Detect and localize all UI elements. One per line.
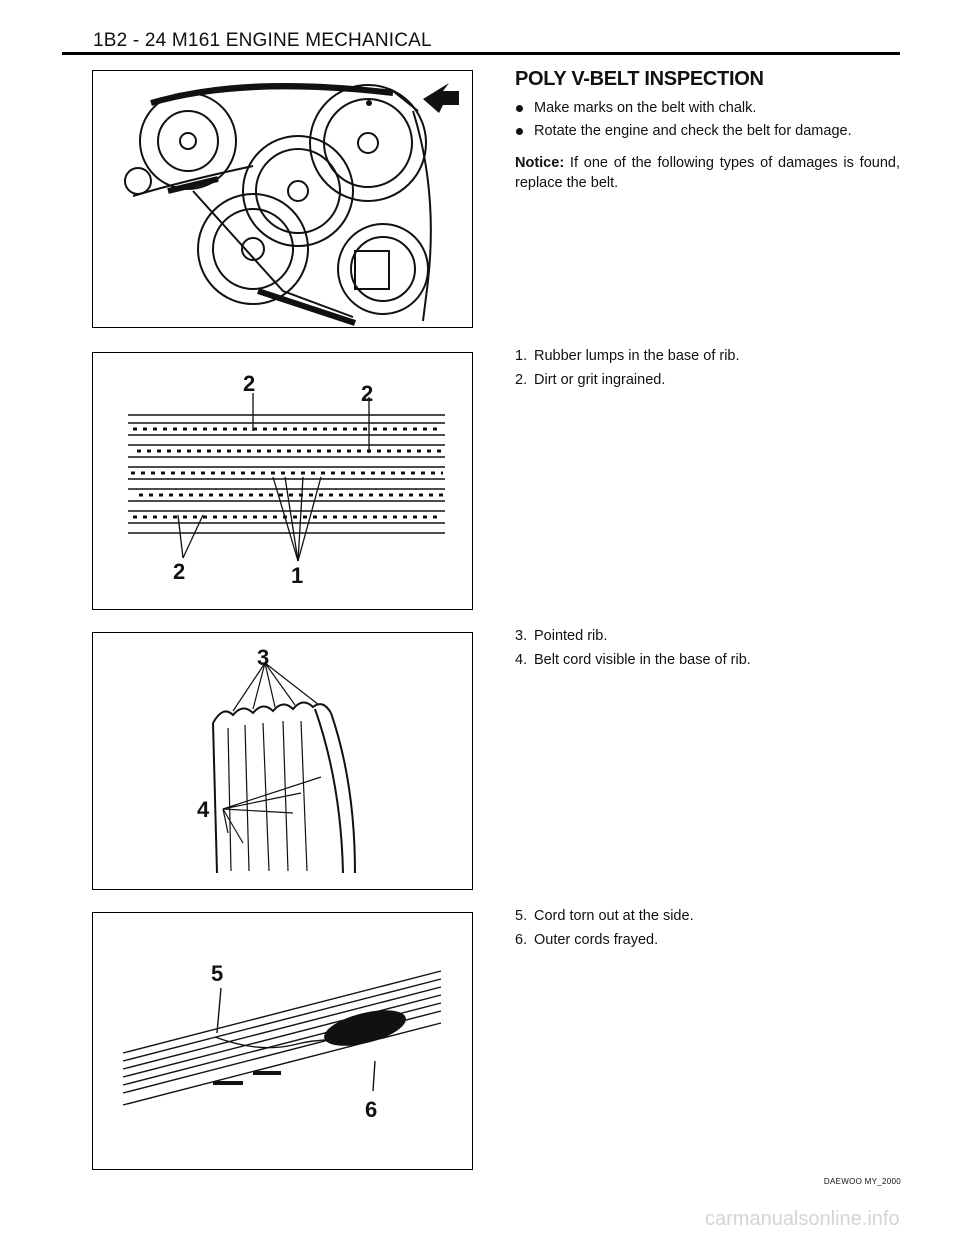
label-4: 4 [197,797,210,822]
notice-paragraph [515,153,900,193]
page-header: 1B2 - 24 M161 ENGINE MECHANICAL [93,30,432,51]
figure-torn-cord [92,912,473,1170]
list-item: 6. Outer cords frayed. [515,931,659,948]
list-item: 1. Rubber lumps in the base of rib. [515,348,740,364]
label-5: 5 [211,961,224,986]
section-title: POLY V-BELT INSPECTION [515,68,764,90]
belt-ribs-illustration [93,353,473,610]
bullet-item: Make marks on the belt with chalk. [515,97,900,121]
label-6: 6 [365,1097,378,1122]
pointed-rib-illustration [93,633,473,890]
figure-belt-drive [92,70,473,328]
list-item: 4. Belt cord visible in the base of rib. [515,651,751,668]
label-2-bottom: 2 [173,559,186,584]
header-rule [62,52,900,55]
section-lumps-dirt [515,345,900,392]
list-item: 2. Dirt or grit ingrained. [515,371,666,388]
footer-code: DAEWOO MY_2000 [823,1177,901,1186]
belt-drive-illustration [93,71,473,328]
list-item: 5. Cord torn out at the side. [515,908,694,924]
label-2-top-right: 2 [361,381,374,406]
bullet-item: Rotate the engine and check the belt for damage. [515,120,900,144]
figure-pointed-rib [92,632,473,890]
notice-text: If one of the following types of damages is found, replace the belt. [515,154,900,191]
bullet-icon [516,128,523,135]
section-belt-inspection [515,68,900,193]
torn-cord-illustration [93,913,473,1170]
figure-rubber-lumps [92,352,473,610]
label-1: 1 [291,563,304,588]
label-3: 3 [257,645,270,670]
notice-label: Notice: [515,154,565,171]
watermark: carmanualsonline.info [705,1208,900,1230]
section-pointed-rib [515,625,900,672]
bullet-icon [516,105,523,112]
list-item: 3. Pointed rib. [515,628,608,644]
label-2-top-left: 2 [243,371,256,396]
section-torn-cord [515,905,900,952]
